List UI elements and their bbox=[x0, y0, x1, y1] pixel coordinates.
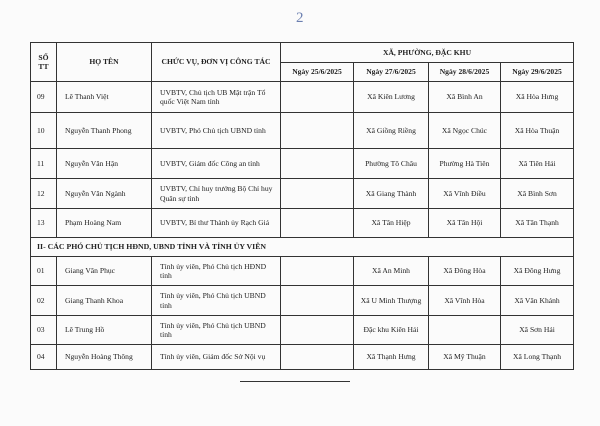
page-number: 2 bbox=[296, 10, 304, 26]
commune-cell: Đặc khu Kiên Hải bbox=[354, 316, 429, 345]
commune-cell bbox=[281, 257, 354, 286]
table-row bbox=[31, 286, 574, 316]
commune-cell: Xã Đông Hưng bbox=[501, 257, 574, 286]
commune-cell: Xã Bình An bbox=[429, 82, 501, 113]
commune-cell: Xã Tân Thạnh bbox=[501, 209, 574, 238]
commune-cell: Xã Vĩnh Điều bbox=[429, 179, 501, 209]
commune-cell bbox=[281, 316, 354, 345]
name-cell: Nguyễn Văn Hận bbox=[57, 149, 152, 179]
header-name: HỌ TÊN bbox=[57, 43, 152, 82]
commune-cell: Phường Tô Châu bbox=[354, 149, 429, 179]
stt-cell: 04 bbox=[31, 345, 57, 370]
name-cell: Giang Văn Phục bbox=[57, 257, 152, 286]
position-cell: Tỉnh ủy viên, Phó Chủ tịch UBND tỉnh bbox=[152, 286, 281, 316]
section-title: II- CÁC PHÓ CHỦ TỊCH HĐND, UBND TỈNH VÀ TỈNH ỦY VIÊN bbox=[31, 238, 574, 257]
assignment-table bbox=[30, 42, 574, 370]
header-date: Ngày 28/6/2025 bbox=[429, 63, 501, 82]
position-cell: Tỉnh ủy viên, Phó Chủ tịch UBND tỉnh bbox=[152, 316, 281, 345]
table-row bbox=[31, 345, 574, 370]
commune-cell: Xã Sơn Hải bbox=[501, 316, 574, 345]
stt-cell: 01 bbox=[31, 257, 57, 286]
name-cell: Nguyễn Hoàng Thông bbox=[57, 345, 152, 370]
header-position: CHỨC VỤ, ĐƠN VỊ CÔNG TÁC bbox=[152, 43, 281, 82]
commune-cell: Xã Kiên Lương bbox=[354, 82, 429, 113]
stt-cell: 03 bbox=[31, 316, 57, 345]
commune-cell bbox=[281, 179, 354, 209]
position-cell: UVBTV, Chỉ huy trưởng Bộ Chỉ huy Quân sự tỉnh bbox=[152, 179, 281, 209]
table-row bbox=[31, 257, 574, 286]
commune-cell: Xã U Minh Thượng bbox=[354, 286, 429, 316]
commune-cell: Xã Vân Khánh bbox=[501, 286, 574, 316]
commune-cell: Xã Mỹ Thuận bbox=[429, 345, 501, 370]
commune-cell: Xã Vĩnh Hòa bbox=[429, 286, 501, 316]
commune-cell: Xã Tân Hội bbox=[429, 209, 501, 238]
commune-cell bbox=[281, 113, 354, 149]
commune-cell: Xã Tiên Hải bbox=[501, 149, 574, 179]
commune-cell bbox=[281, 82, 354, 113]
table-row bbox=[31, 113, 574, 149]
table-row bbox=[31, 179, 574, 209]
commune-cell bbox=[281, 149, 354, 179]
commune-cell bbox=[281, 209, 354, 238]
table-row bbox=[31, 149, 574, 179]
commune-cell: Xã Hòa Thuận bbox=[501, 113, 574, 149]
commune-cell: Xã Đông Hòa bbox=[429, 257, 501, 286]
name-cell: Giang Thanh Khoa bbox=[57, 286, 152, 316]
commune-cell: Xã Giang Thành bbox=[354, 179, 429, 209]
commune-cell: Xã Ngọc Chúc bbox=[429, 113, 501, 149]
commune-cell: Xã Tân Hiệp bbox=[354, 209, 429, 238]
name-cell: Nguyễn Văn Ngành bbox=[57, 179, 152, 209]
header-date: Ngày 29/6/2025 bbox=[501, 63, 574, 82]
stt-cell: 10 bbox=[31, 113, 57, 149]
commune-cell: Xã Bình Sơn bbox=[501, 179, 574, 209]
commune-cell: Xã Giồng Riềng bbox=[354, 113, 429, 149]
commune-cell bbox=[281, 345, 354, 370]
table-row bbox=[31, 316, 574, 345]
table-row bbox=[31, 209, 574, 238]
header-date: Ngày 27/6/2025 bbox=[354, 63, 429, 82]
name-cell: Lê Trung Hồ bbox=[57, 316, 152, 345]
position-cell: Tỉnh ủy viên, Phó Chủ tịch HĐND tỉnh bbox=[152, 257, 281, 286]
header-stt: SỐ TT bbox=[31, 43, 57, 82]
section-row bbox=[31, 238, 574, 257]
stt-cell: 11 bbox=[31, 149, 57, 179]
header-date: Ngày 25/6/2025 bbox=[281, 63, 354, 82]
commune-cell: Phường Hà Tiên bbox=[429, 149, 501, 179]
commune-cell: Xã Hòa Hưng bbox=[501, 82, 574, 113]
stt-cell: 13 bbox=[31, 209, 57, 238]
position-cell: UVBTV, Phó Chủ tịch UBND tỉnh bbox=[152, 113, 281, 149]
name-cell: Phạm Hoàng Nam bbox=[57, 209, 152, 238]
position-cell: Tỉnh ủy viên, Giám đốc Sở Nội vụ bbox=[152, 345, 281, 370]
position-cell: UVBTV, Bí thư Thành ủy Rạch Giá bbox=[152, 209, 281, 238]
name-cell: Nguyễn Thanh Phong bbox=[57, 113, 152, 149]
header-commune-group: XÃ, PHƯỜNG, ĐẶC KHU bbox=[281, 43, 574, 63]
stt-cell: 12 bbox=[31, 179, 57, 209]
commune-cell: Xã Long Thạnh bbox=[501, 345, 574, 370]
commune-cell: Xã An Minh bbox=[354, 257, 429, 286]
commune-cell bbox=[281, 286, 354, 316]
name-cell: Lê Thanh Việt bbox=[57, 82, 152, 113]
commune-cell: Xã Thạnh Hưng bbox=[354, 345, 429, 370]
stt-cell: 02 bbox=[31, 286, 57, 316]
position-cell: UVBTV, Chủ tịch UB Mặt trận Tổ quốc Việt Nam tỉnh bbox=[152, 82, 281, 113]
table-row bbox=[31, 82, 574, 113]
position-cell: UVBTV, Giám đốc Công an tỉnh bbox=[152, 149, 281, 179]
commune-cell bbox=[429, 316, 501, 345]
footer-divider bbox=[240, 381, 350, 382]
stt-cell: 09 bbox=[31, 82, 57, 113]
